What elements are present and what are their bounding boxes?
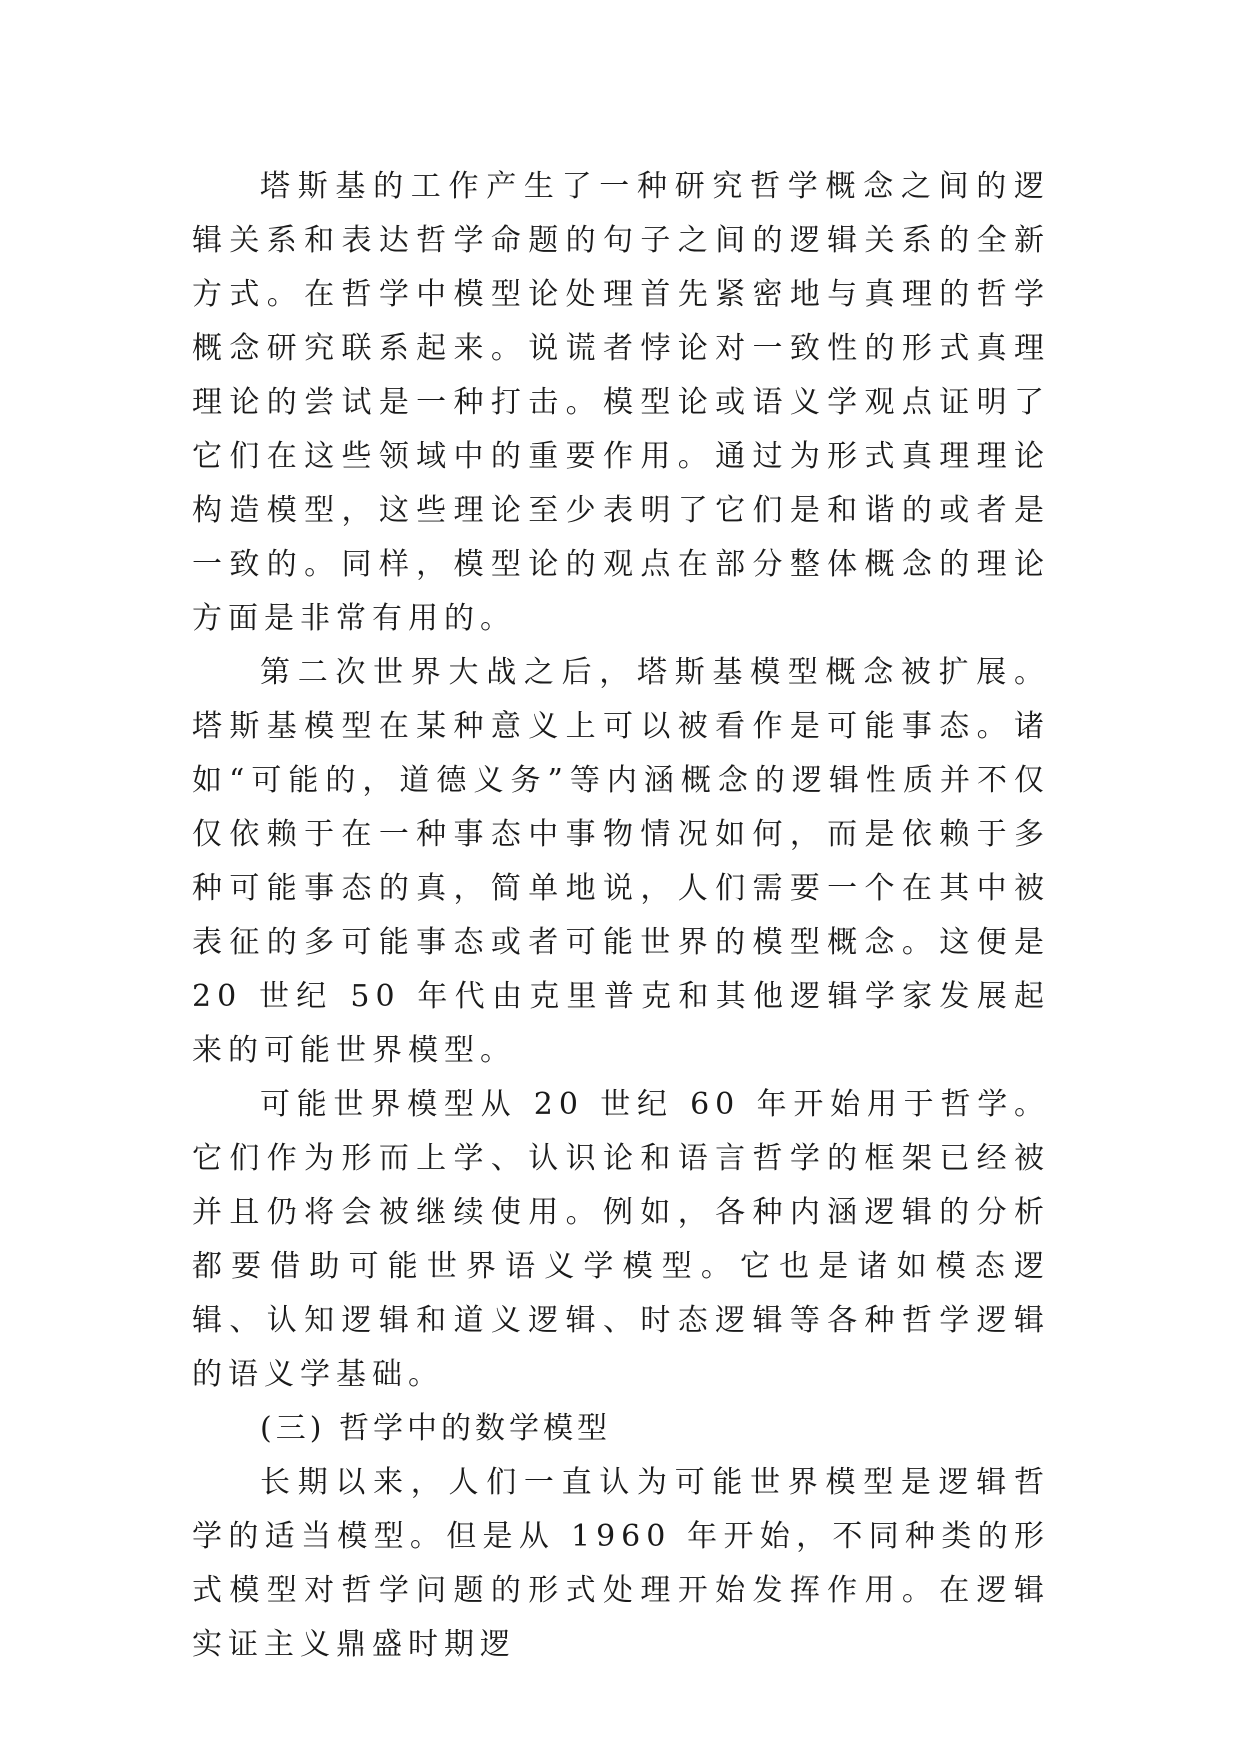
paragraph-mathematical-models: 长期以来，人们一直认为可能世界模型是逻辑哲学的适当模型。但是从 1960 年开始，不同种类的形式模型对哲学问题的形式处理开始发挥作用。在逻辑实证主义鼎盛时期逻: [192, 1465, 1050, 1662]
paragraph-tarski-work: 塔斯基的工作产生了一种研究哲学概念之间的逻辑关系和表达哲学命题的句子之间的逻辑关系的全新方式。在哲学中模型论处理首先紧密地与真理的哲学概念研究联系起来。说谎者悖论对一致性的形式真理理论的尝试是一种打击。模型论或语义学观点证明了它们在这些领域中的重要作用。通过为形式真理理论构造模型，这些理论至少表明了它们是和谐的或者是一致的。同样，模型论的观点在部分整体概念的理论方面是非常有用的。: [192, 169, 1050, 636]
section-heading: (三) 哲学中的数学模型: [260, 1411, 611, 1446]
paragraph-post-war-extension: 第二次世界大战之后，塔斯基模型概念被扩展。塔斯基模型在某种意义上可以被看作是可能事态。诸如“可能的，道德义务”等内涵概念的逻辑性质并不仅仅依赖于在一种事态中事物情况如何，而是依赖于多种可能事态的真，简单地说，人们需要一个在其中被表征的多可能事态或者可能世界的模型概念。这便是 20 世纪 50 年代由克里普克和其他逻辑学家发展起来的可能世界模型。: [192, 655, 1050, 1068]
paragraph-possible-worlds-use: 可能世界模型从 20 世纪 60 年开始用于哲学。它们作为形而上学、认识论和语言哲学的框架已经被并且仍将会被继续使用。例如，各种内涵逻辑的分析都要借助可能世界语义学模型。它也是诸如模态逻辑、认知逻辑和道义逻辑、时态逻辑等各种哲学逻辑的语义学基础。: [192, 1087, 1050, 1392]
document-body: [192, 160, 1050, 1672]
